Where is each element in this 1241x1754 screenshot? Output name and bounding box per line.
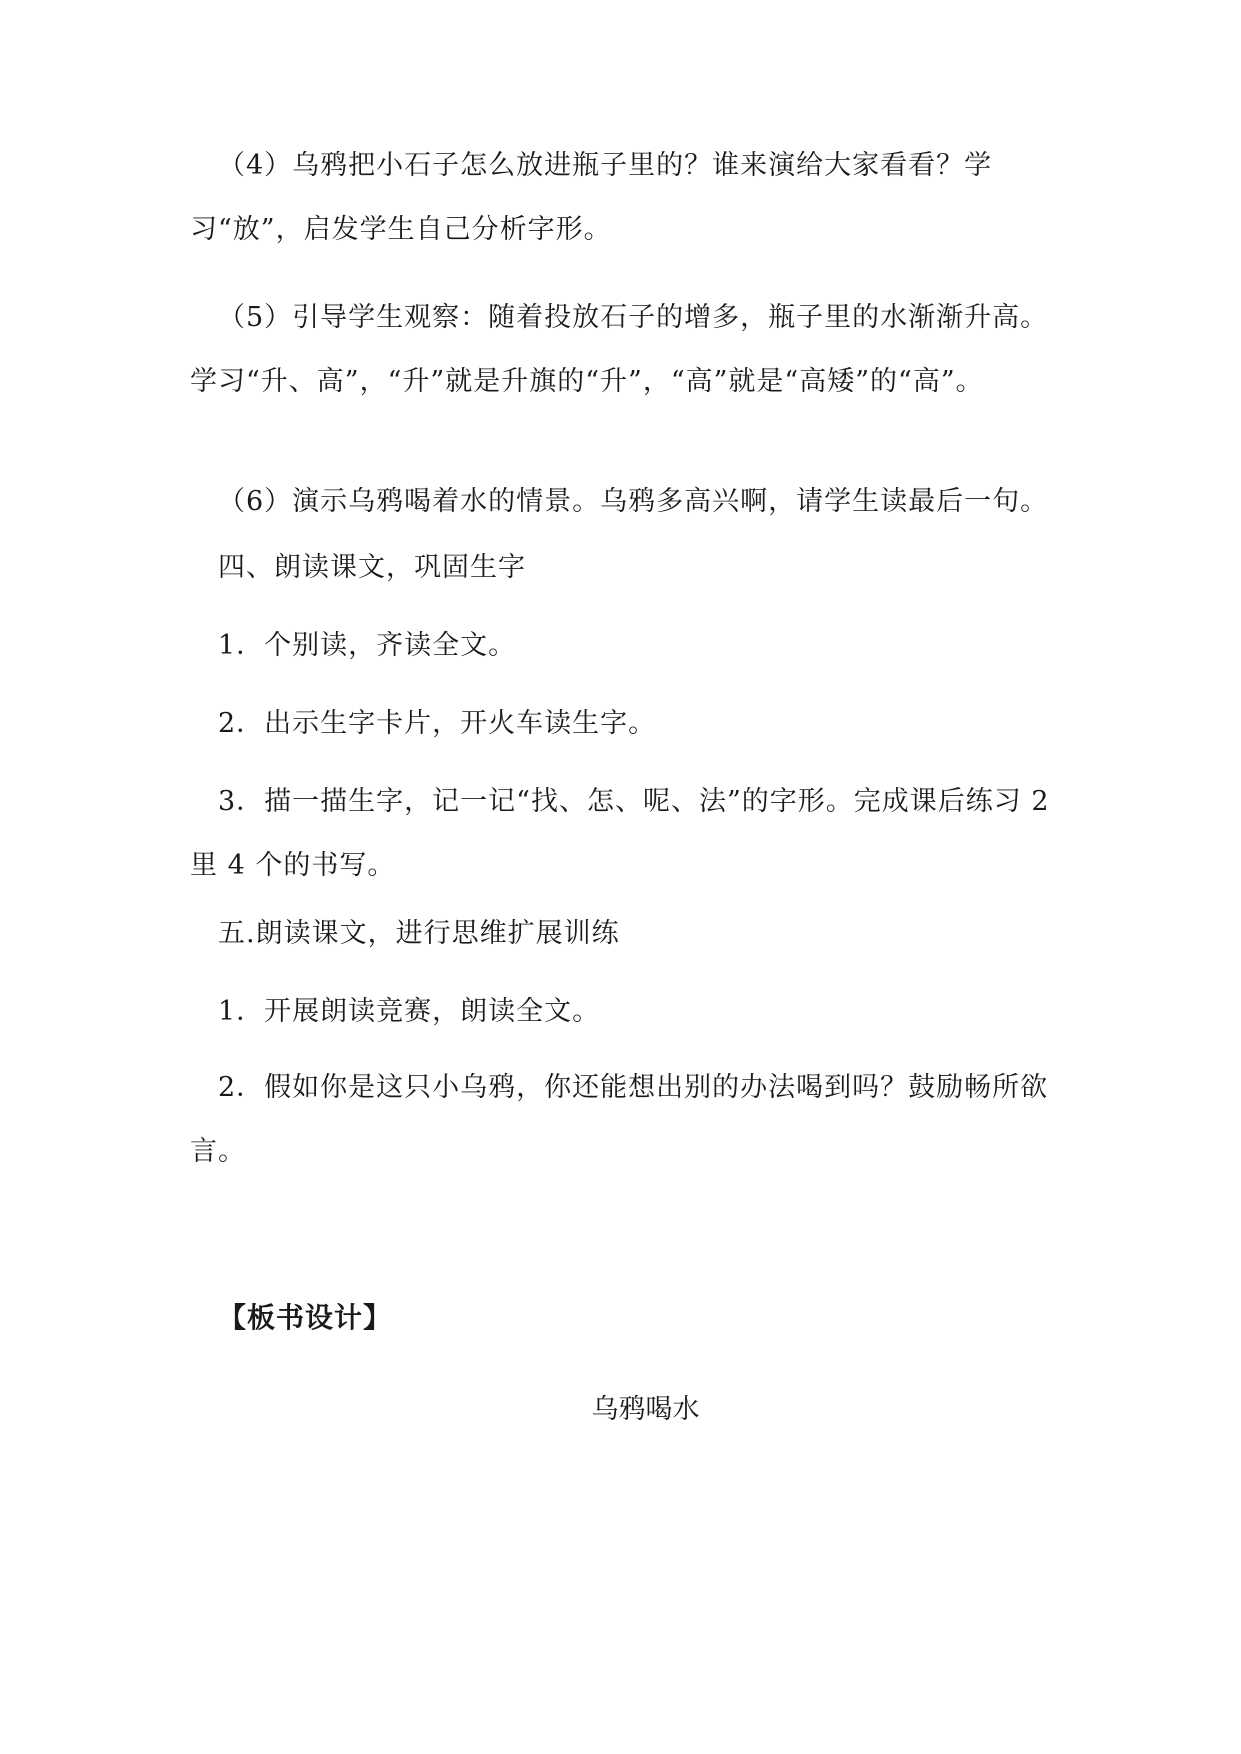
paragraph-step-4: （4）乌鸦把小石子怎么放进瓶子里的？谁来演给大家看看？学习“放”，启发学生自己分析字形。 xyxy=(190,150,993,245)
list-item-5-2: 2．假如你是这只小乌鸦，你还能想出别的办法喝到吗？鼓励畅所欲言。 xyxy=(190,1072,1049,1167)
paragraph-step-6: （6）演示乌鸦喝着水的情景。乌鸦多高兴啊，请学生读最后一句。 xyxy=(218,486,1049,517)
list-item-4-2: 2．出示生字卡片，开火车读生字。 xyxy=(218,708,657,739)
paragraph-step-5: （5）引导学生观察：随着投放石子的增多，瓶子里的水渐渐升高。学习“升、高”，“升”就是升旗的“升”，“高”就是“高矮”的“高”。 xyxy=(190,302,1049,397)
section-heading-4: 四、朗读课文，巩固生字 xyxy=(218,552,526,583)
list-item-4-3: 3．描一描生字，记一记“找、怎、呢、法”的字形。完成课后练习 2 里 4 个的书写。 xyxy=(190,786,1060,881)
board-design-heading: 【板书设计】 xyxy=(218,1301,393,1334)
list-item-4-1: 1．个别读，齐读全文。 xyxy=(218,630,517,661)
board-title: 乌鸦喝水 xyxy=(591,1394,700,1425)
list-item-5-1: 1．开展朗读竞赛，朗读全文。 xyxy=(218,996,601,1027)
section-heading-5: 五.朗读课文，进行思维扩展训练 xyxy=(218,918,620,949)
